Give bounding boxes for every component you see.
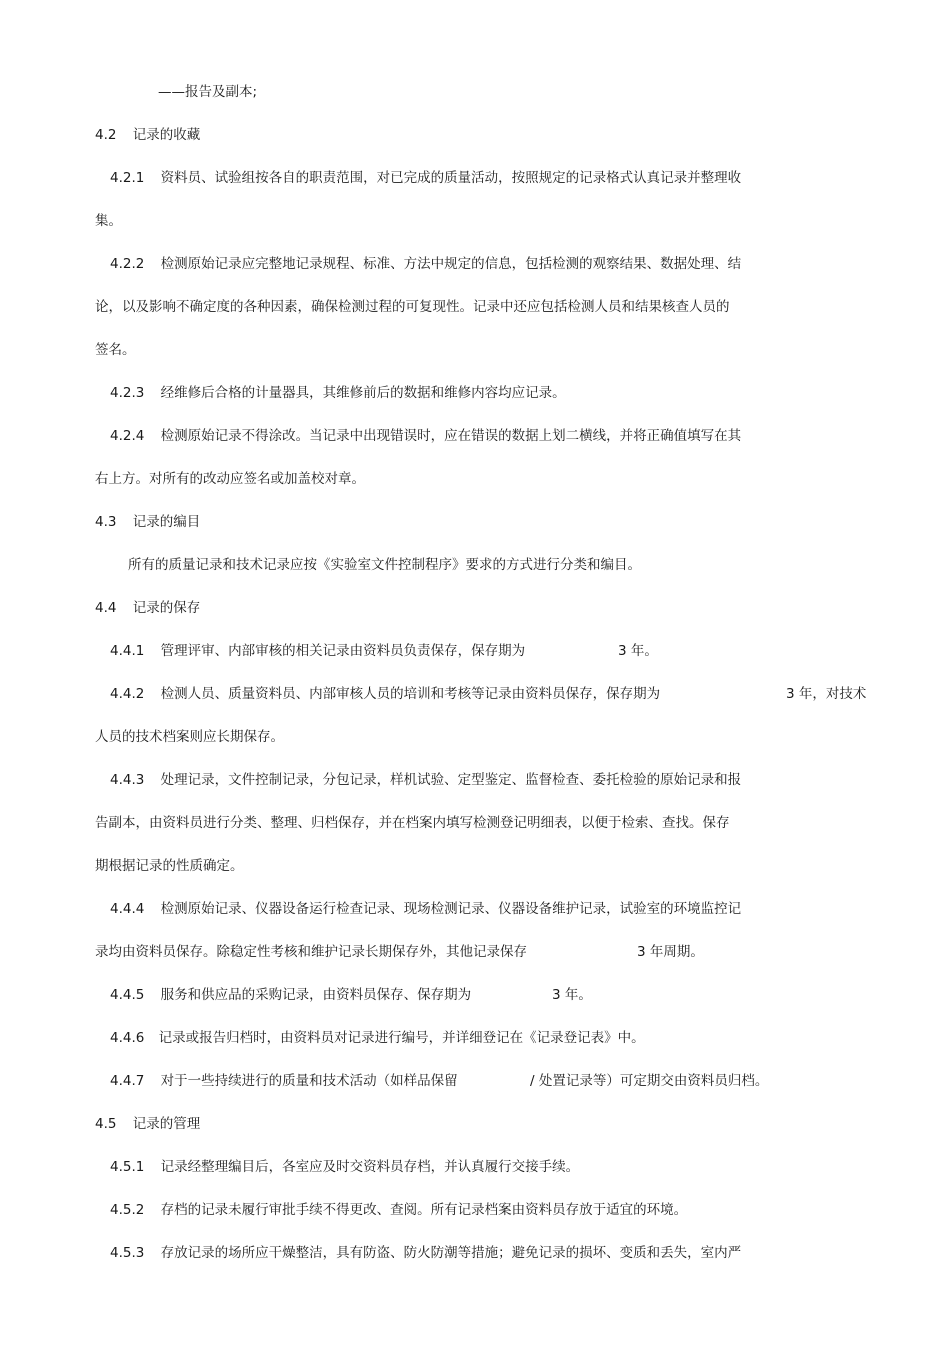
section-title: 记录的管理	[132, 1116, 201, 1132]
clause-text: 存放记录的场所应干燥整洁，具有防盗、防火防潮等措施；避免记录的损坏、变质和丢失，室内严	[160, 1245, 742, 1261]
clause-4-4-2-period: 3 年，对技术	[786, 686, 867, 702]
clause-text: 管理评审、内部审核的相关记录由资料员负责保存，保存期为	[160, 643, 526, 659]
clause-text: 服务和供应品的采购记录，由资料员保存、保存期为	[160, 987, 472, 1003]
clause-4-2-3	[110, 384, 566, 402]
clause-4-4-3-cont: 告副本，由资料员进行分类、整理、归档保存，并在档案内填写检测登记明细表，以便于检索、查找。保存	[95, 815, 730, 831]
clause-4-5-2	[110, 1201, 687, 1219]
clause-number: 4.2.1	[110, 170, 145, 186]
clause-number: 4.4.7	[110, 1073, 145, 1089]
clause-text: 处理记录，文件控制记录，分包记录，样机试验、定型鉴定、监督检查、委托检验的原始记录和报	[160, 772, 742, 788]
clause-4-4-1-period: 3 年。	[618, 643, 658, 659]
clause-4-2-4-cont: 右上方。对所有的改动应签名或加盖校对章。	[95, 471, 365, 487]
clause-number: 4.5.3	[110, 1245, 145, 1261]
section-number: 4.4	[95, 600, 117, 616]
clause-4-4-5	[110, 986, 471, 1004]
clause-4-2-2	[110, 255, 741, 273]
clause-text: 检测原始记录、仪器设备运行检查记录、现场检测记录、仪器设备维护记录，试验室的环境监控记	[160, 901, 742, 917]
clause-number: 4.4.3	[110, 772, 145, 788]
clause-number: 4.2.2	[110, 256, 145, 272]
section-number: 4.3	[95, 514, 117, 530]
clause-4-4-6	[110, 1029, 645, 1047]
clause-number: 4.4.5	[110, 987, 145, 1003]
clause-text: 存档的记录未履行审批手续不得更改、查阅。所有记录档案由资料员存放于适宜的环境。	[160, 1202, 688, 1218]
clause-4-2-1-cont: 集。	[95, 213, 122, 229]
clause-4-4-7-tail: / 处置记录等）可定期交由资料员归档。	[530, 1073, 769, 1089]
clause-4-4-5-period: 3 年。	[552, 987, 592, 1003]
clause-number: 4.2.3	[110, 385, 145, 401]
section-title: 记录的编目	[132, 514, 201, 530]
clause-number: 4.5.2	[110, 1202, 145, 1218]
clause-4-3-text: 所有的质量记录和技术记录应按《实验室文件控制程序》要求的方式进行分类和编目。	[128, 557, 641, 573]
clause-4-2-2-cont2: 签名。	[95, 342, 136, 358]
section-number: 4.5	[95, 1116, 117, 1132]
clause-4-2-2-cont: 论，以及影响不确定度的各种因素，确保检测过程的可复现性。记录中还应包括检测人员和结果核查人员的	[95, 299, 730, 315]
clause-text: 检测原始记录不得涂改。当记录中出现错误时，应在错误的数据上划二横线，并将正确值填写在其	[160, 428, 742, 444]
clause-4-2-1	[110, 169, 741, 187]
clause-4-4-3-cont2: 期根据记录的性质确定。	[95, 858, 244, 874]
clause-text: 检测人员、质量资料员、内部审核人员的培训和考核等记录由资料员保存，保存期为	[160, 686, 661, 702]
section-4-5-heading	[95, 1115, 200, 1133]
section-title: 记录的收藏	[132, 127, 201, 143]
clause-number: 4.2.4	[110, 428, 145, 444]
dash-item: ——报告及副本;	[158, 84, 258, 100]
clause-number: 4.4.2	[110, 686, 145, 702]
clause-4-4-1	[110, 642, 525, 660]
section-number: 4.2	[95, 127, 117, 143]
clause-4-4-4-cont: 录均由资料员保存。除稳定性考核和维护记录长期保存外，其他记录保存	[95, 944, 527, 960]
clause-number: 4.5.1	[110, 1159, 145, 1175]
clause-text: 对于一些持续进行的质量和技术活动（如样品保留	[160, 1073, 458, 1089]
clause-text: 记录经整理编目后，各室应及时交资料员存档，并认真履行交接手续。	[160, 1159, 580, 1175]
clause-4-4-7	[110, 1072, 458, 1090]
clause-4-5-1	[110, 1158, 579, 1176]
clause-4-5-3	[110, 1244, 741, 1262]
clause-number: 4.4.1	[110, 643, 145, 659]
clause-4-4-3	[110, 771, 741, 789]
clause-text: 记录或报告归档时，由资料员对记录进行编号，并详细登记在《记录登记表》中。	[158, 1030, 645, 1046]
clause-4-2-4	[110, 427, 741, 445]
clause-number: 4.4.6	[110, 1030, 145, 1046]
clause-4-4-4	[110, 900, 741, 918]
clause-4-4-2	[110, 685, 660, 703]
section-4-4-heading	[95, 599, 200, 617]
clause-text: 资料员、试验组按各自的职责范围，对已完成的质量活动，按照规定的记录格式认真记录并整理收	[160, 170, 742, 186]
clause-number: 4.4.4	[110, 901, 145, 917]
clause-4-4-4-period: 3 年周期。	[637, 944, 704, 960]
clause-text: 经维修后合格的计量器具，其维修前后的数据和维修内容均应记录。	[160, 385, 566, 401]
clause-text: 检测原始记录应完整地记录规程、标准、方法中规定的信息，包括检测的观察结果、数据处理、结	[160, 256, 742, 272]
section-title: 记录的保存	[132, 600, 201, 616]
clause-4-4-2-cont: 人员的技术档案则应长期保存。	[95, 729, 284, 745]
section-4-2-heading	[95, 126, 200, 144]
section-4-3-heading	[95, 513, 200, 531]
